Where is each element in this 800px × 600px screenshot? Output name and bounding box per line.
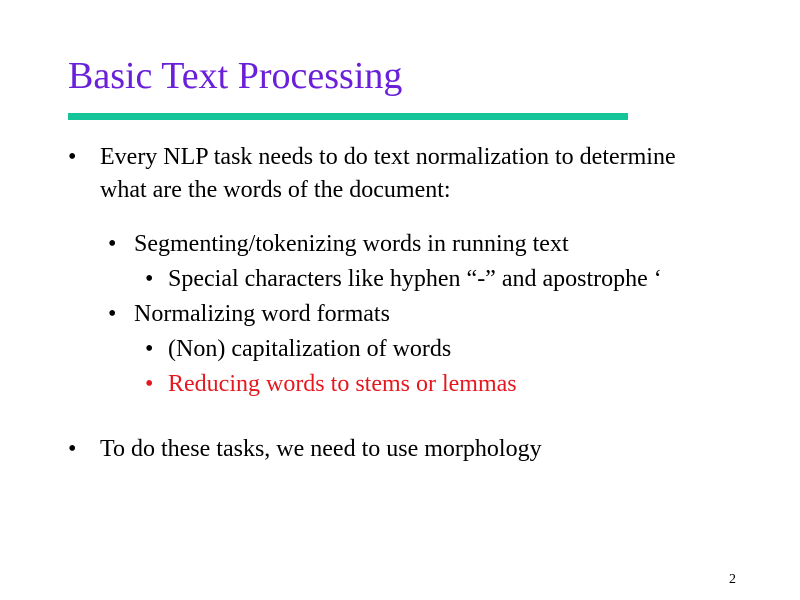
- bullet-mark: •: [68, 144, 77, 170]
- bullet-text-normalization: [68, 141, 768, 207]
- bullet-mark: •: [145, 266, 154, 292]
- bullet-text: Normalizing word formats: [134, 301, 390, 327]
- bullet-segmenting: [108, 228, 708, 261]
- bullet-normalizing: [108, 298, 708, 331]
- bullet-mark: •: [145, 336, 154, 362]
- bullet-text: Reducing words to stems or lemmas: [168, 371, 517, 397]
- bullet-capitalization: [145, 333, 745, 366]
- bullet-text: To do these tasks, we need to use morphology: [100, 436, 542, 462]
- bullet-special-characters: [145, 263, 745, 296]
- bullet-mark: •: [108, 301, 117, 327]
- bullet-text: Segmenting/tokenizing words in running text: [134, 231, 569, 257]
- bullet-text: (Non) capitalization of words: [168, 336, 452, 362]
- bullet-text-line2: what are the words of the document:: [100, 177, 451, 203]
- slide-title: Basic Text Processing: [68, 55, 403, 97]
- bullet-mark: •: [145, 371, 154, 397]
- bullet-mark: •: [68, 436, 77, 462]
- bullet-text: Special characters like hyphen “-” and apostrophe ‘: [168, 266, 662, 292]
- bullet-mark: •: [108, 231, 117, 257]
- bullet-text-line1: Every NLP task needs to do text normalization to determine: [100, 144, 676, 170]
- title-underline: [68, 113, 628, 120]
- bullet-morphology: [68, 433, 768, 466]
- bullet-stemming: [145, 368, 745, 401]
- page-number: 2: [729, 572, 736, 587]
